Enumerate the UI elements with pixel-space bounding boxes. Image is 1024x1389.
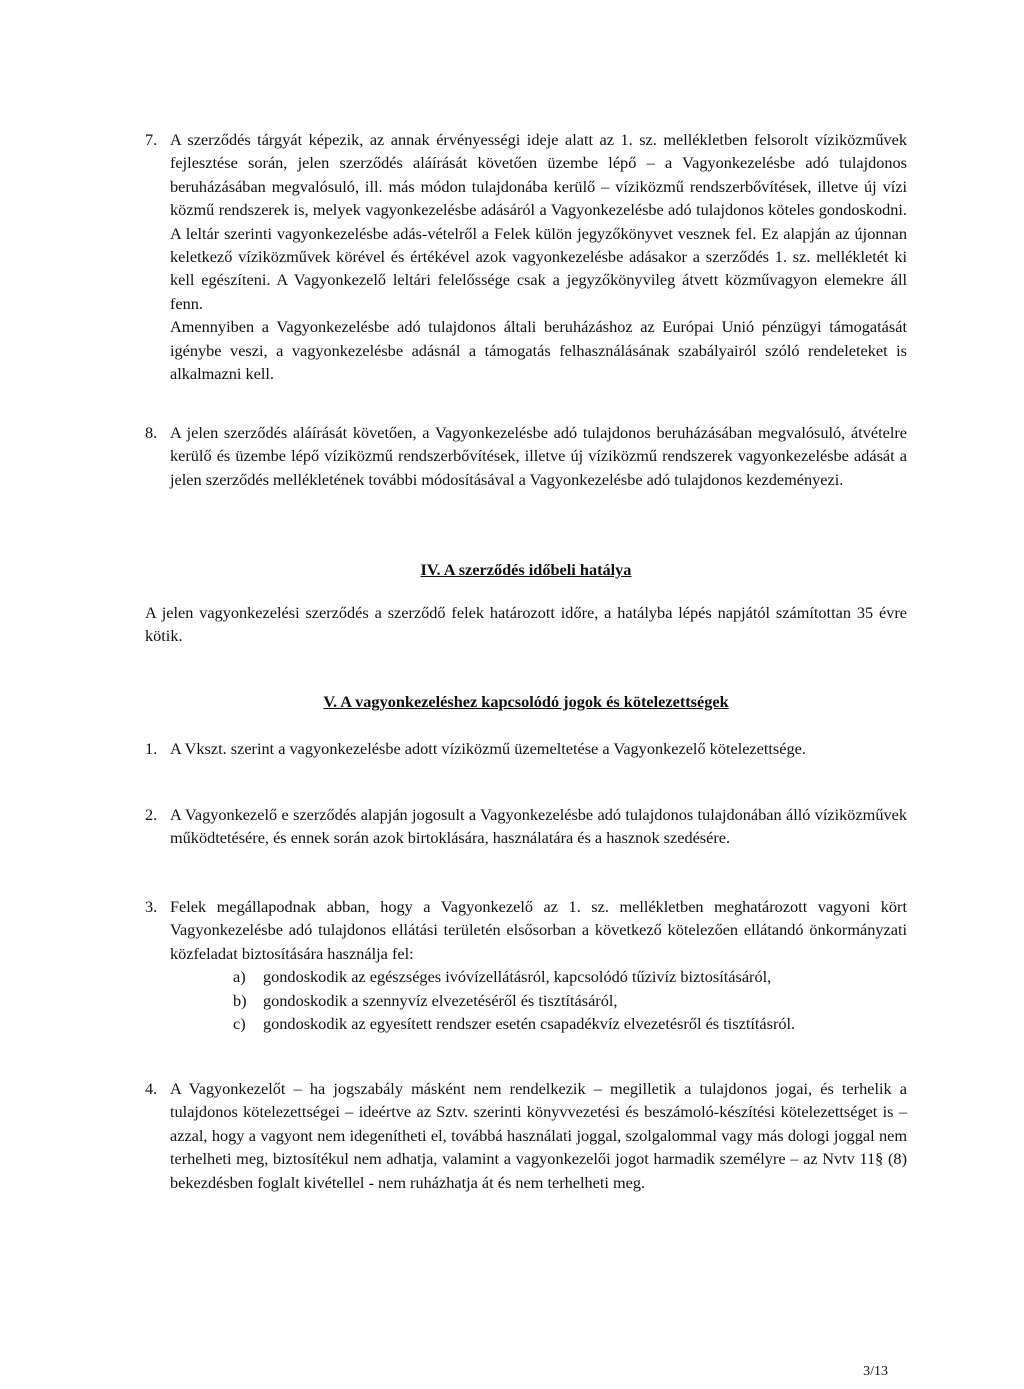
- clause-number: 7.: [145, 130, 158, 149]
- sub-item-label: a): [233, 967, 246, 987]
- item-number: 3.: [145, 897, 158, 916]
- clause-paragraph: A jelen szerződés aláírását követően, a Vagyonkezelésbe adó tulajdonos beruházásában megvalósuló, átvételre kerülő és üzembe lépő víziközmű rendszerbővítések, illetve új víziközmű rendszerek vagyonkezelésbe adását a jelen szerződés mellékletének további módosításával a Vagyonkezelésbe adó tulajdonos kezdeményezi.: [170, 423, 907, 489]
- sub-item-b: [233, 989, 907, 1012]
- obligation-2: [145, 803, 907, 850]
- clause-7: [145, 128, 907, 385]
- clause-text: [170, 128, 907, 385]
- item-paragraph: Felek megállapodnak abban, hogy a Vagyonkezelő az 1. sz. mellékletben meghatározott vagyoni kört Vagyonkezelésbe adó tulajdonos ellátási területén elsősorban a következő kötelezően ellátandó önkormányzati közfeladat biztosítására használja fel:: [170, 897, 907, 963]
- item-number: 4.: [145, 1079, 158, 1098]
- item-text: A Vkszt. szerint a vagyonkezelésbe adott víziközmű üzemeltetése a Vagyonkezelő kötelezettsége.: [170, 739, 806, 758]
- item-text: [170, 895, 907, 1035]
- sub-item-text: gondoskodik a szennyvíz elvezetéséről és tisztításáról,: [263, 990, 618, 1010]
- item-text: A Vagyonkezelőt – ha jogszabály másként nem rendelkezik – megilletik a tulajdonos jogai, és terhelik a tulajdonos kötelezettségei – ideértve az Sztv. szerinti könyvvezetési és beszámoló-készítési kötelezettséget is – azzal, hogy a vagyont nem idegenítheti el, továbbá használati joggal, szolgalommal vagy más dologi joggal nem terhelheti meg, biztosítékul nem adhatja, valamint a vagyonkezelői jogot harmadik személyre – az Nvtv 11§ (8) bekezdésben foglalt kivétellel - nem ruházhatja át és nem terhelheti meg.: [170, 1079, 907, 1192]
- sub-item-a: [233, 965, 907, 988]
- item-number: 2.: [145, 805, 158, 824]
- section-text: A jelen vagyonkezelési szerződés a szerződő felek határozott időre, a hatályba lépés napjától számítottan 35 évre kötik.: [145, 603, 907, 646]
- obligation-3: [145, 895, 907, 1035]
- clause-paragraph: A szerződés tárgyát képezik, az annak érvényességi ideje alatt az 1. sz. mellékletben felsorolt víziközművek fejlesztése során, jelen szerződés aláírását követően üzembe lépő – a Vagyonkezelésbe adó tulajdonos beruházásában megvalósuló, ill. más módon tulajdonába kerülő – víziközmű rendszerbővítések, illetve új vízi közmű rendszerek is, melyek vagyonkezelésbe adásáról a Vagyonkezelésbe adó tulajdonos köteles gondoskodni. A leltár szerinti vagyonkezelésbe adás-vételről a Felek külön jegyzőkönyvet vesznek fel. Ez alapján az újonnan keletkező víziközművek körével és értékével azok vagyonkezelésbe adásakor a szerződés 1. sz. mellékletét ki kell egészíteni. A Vagyonkezelő leltári felelőssége csak a jegyzőkönyvileg átvett közművagyon elemekre áll fenn.: [170, 130, 907, 313]
- page-number: 3/13: [863, 1364, 888, 1379]
- sub-item-label: c): [233, 1014, 246, 1034]
- item-number: 1.: [145, 739, 158, 758]
- clause-text: [170, 421, 907, 491]
- obligation-4: [145, 1077, 907, 1194]
- clause-paragraph: Amennyiben a Vagyonkezelésbe adó tulajdonos általi beruházáshoz az Európai Unió pénzügyi támogatását igénybe veszi, a vagyonkezelésbe adásnál a támogatás felhasználásának szabályairól szóló rendeleteket is alkalmazni kell.: [170, 317, 907, 384]
- sub-item-label: b): [233, 990, 247, 1010]
- obligation-1: [145, 737, 907, 760]
- sub-item-text: gondoskodik az egyesített rendszer esetén csapadékvíz elvezetésről és tisztításról.: [263, 1014, 796, 1034]
- section-heading: V. A vagyonkezeléshez kapcsolódó jogok és kötelezettségek: [323, 692, 729, 711]
- clause-number: 8.: [145, 423, 158, 442]
- section-heading: IV. A szerződés időbeli hatálya: [420, 560, 632, 579]
- item-text: A Vagyonkezelő e szerződés alapján jogosult a Vagyonkezelésbe adó tulajdonos tulajdonában álló víziközművek működtetésére, és ennek során azok birtoklására, használatára és a hasznok szedésére.: [170, 805, 907, 848]
- sub-item-text: gondoskodik az egészséges ivóvízellátásról, kapcsolódó tűzivíz biztosításáról,: [263, 967, 772, 987]
- clause-8: [145, 421, 907, 491]
- sub-item-c: [233, 1012, 907, 1035]
